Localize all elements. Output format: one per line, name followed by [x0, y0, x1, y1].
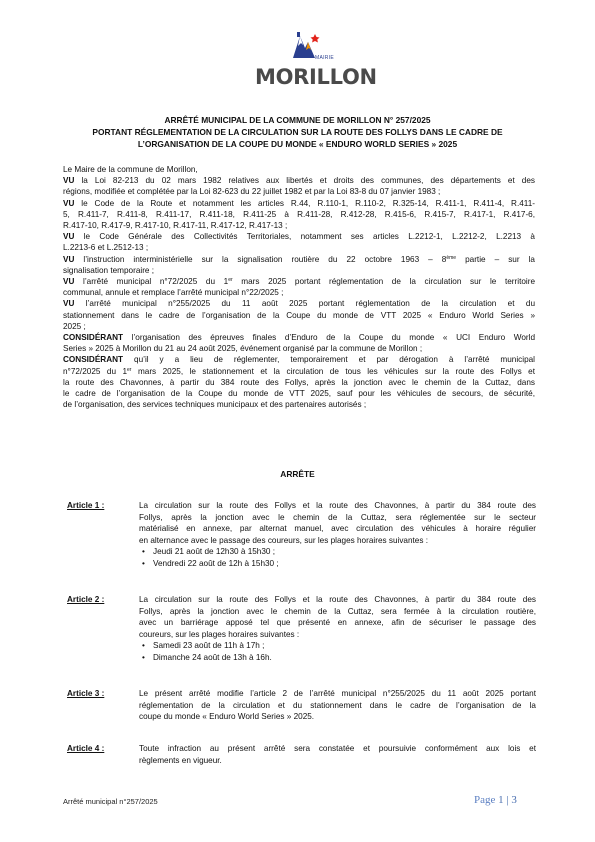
- vu-paragraph: VU la Loi 82-213 du 02 mars 1982 relatives aux libertés et droits des communes, des départements et des: [63, 176, 535, 186]
- vu-label: VU: [63, 232, 75, 242]
- bullet-item: • Dimanche 24 août de 13h à 16h.: [139, 652, 536, 664]
- article-body: Le présent arrêté modifie l’article 2 de l’arrêté municipal n°255/2025 du 11 août 2025 portant réglementation de la circulation et du stationnement dans le cadre de l’organisation de la coupe du monde « Enduro World Series » 2025.: [139, 689, 536, 722]
- vu-paragraph-line: régions, modifiée et complétée par la Loi 82-623 du 22 juillet 1982 et par la Loi 83-8 du 07 janvier 1983 ;: [63, 187, 441, 197]
- article-label: Article 2 :: [67, 595, 105, 604]
- vu-paragraph: VU l’instruction interministérielle sur la signalisation routière du 22 octobre 1963 – 8ème partie – sur la: [63, 254, 535, 264]
- considerant-paragraph: CONSIDÉRANT l’organisation des épreuves finales d’Enduro de la Coupe du monde « UCI Enduro World: [63, 333, 535, 343]
- title-line: PORTANT RÉGLEMENTATION DE LA CIRCULATION SUR LA ROUTE DES FOLLYS DANS LE CADRE DE: [92, 127, 503, 137]
- considerant-paragraph-line: le cadre de l’organisation de la Coupe du monde de VTT 2025, sauf pour les véhicules de secours, de sécurité,: [63, 389, 535, 399]
- bullet-item: • Vendredi 22 août de 12h à 15h30 ;: [139, 558, 536, 570]
- article-body: Toute infraction au présent arrêté sera constatée et poursuivie conformément aux lois et règlements en vigueur.: [139, 744, 536, 765]
- considerant-label: CONSIDÉRANT: [63, 333, 124, 343]
- bullet-item: • Samedi 23 août de 11h à 17h ;: [139, 640, 536, 652]
- morillon-logo: [255, 30, 377, 100]
- footer-reference: Arrêté municipal n°257/2025: [63, 797, 158, 806]
- considerant-paragraph-line: de l’organisation, des services techniques municipaux et des partenaires autorisés ;: [63, 400, 367, 410]
- article-label: Article 3 :: [67, 689, 105, 698]
- article-label: Article 4 :: [67, 744, 105, 753]
- vu-paragraph: VU le Code Générale des Collectivités Territoriales, notamment ses articles L.2212-1, L.2212-2, L.2213 à: [63, 232, 535, 242]
- vu-paragraph-line: 5, R.411-7, R.411-8, R.411-17, R.411-18, R.411-25 à R.411-28, R.412-28, R.415-6, R.415-7, R.417-1, R.417-6,: [63, 209, 535, 219]
- document-title: [70, 114, 525, 150]
- bullet-item: • Jeudi 21 août de 12h30 à 15h30 ;: [139, 546, 536, 558]
- article-body: La circulation sur la route des Follys et la route des Chavonnes, à partir du 384 route des Follys, après la jonction avec le chemin de la Cuttaz, sera fermée à la circulation routière, avec un barriérage apposé tel que présenté en annexe, afin de sécuriser le passage des coureurs, sur les plages horaires suivantes : • Samedi 23 août de 11h à 17h ; • Dimanche 24 août de 13h à 16h.: [139, 594, 536, 664]
- page-number: Page 1 | 3: [474, 794, 517, 806]
- vu-paragraph-line: communal, annule et remplace l’arrêté municipal n°22/2025 ;: [63, 288, 284, 298]
- vu-paragraph: VU le Code de la Route et notamment les articles R.44, R.110-1, R.110-2, R.325-14, R.411-1, R.411-4, R.411-: [63, 198, 535, 208]
- vu-paragraph-line: 2025 ;: [63, 321, 86, 331]
- vu-paragraph-line: stationnement dans le cadre de l’organisation de la Coupe du monde de VTT 2025 « Enduro World Series »: [63, 310, 535, 320]
- mairie-label: MAIRIE: [315, 55, 335, 61]
- considerant-paragraph: CONSIDÉRANT qu’il y a lieu de réglementer, temporairement et par dérogation à l’arrêté municipal: [63, 355, 535, 365]
- logo-wordmark: MORILLON: [255, 65, 377, 89]
- vu-paragraph-line: R.417-10, R.417-9, R.417-10, R.417-11, R.417-12, R.417-13 ;: [63, 221, 288, 231]
- vu-label: VU: [63, 277, 75, 287]
- article-label: Article 1 :: [67, 501, 105, 510]
- considerant-paragraph-line: la route des Chavonnes, à partir du 384 route des Follys, après la jonction avec le chemin de la Cuttaz, dans: [63, 377, 535, 387]
- vu-label: VU: [63, 299, 75, 309]
- vu-paragraph-line: signalisation temporaire ;: [63, 265, 155, 275]
- vu-paragraph: VU l’arrêté municipal n°255/2025 du 11 août 2025 portant réglementation de la circulation et du: [63, 299, 535, 309]
- preamble: [63, 164, 535, 410]
- article-body: La circulation sur la route des Follys et la route des Chavonnes, à partir du 384 route des Follys, après la jonction avec le chemin de la Cuttaz, sera réglementée sur le secteur matérialisé en annexe, par alternat manuel, avec circulation des véhicules à horaire régulier en alternance avec le passage des coureurs, sur les plages horaires suivantes : • Jeudi 21 août de 12h30 à 15h30 ; • Vendredi 22 août de 12h à 15h30 ;: [139, 500, 536, 570]
- preamble-intro: Le Maire de la commune de Morillon,: [63, 165, 198, 174]
- title-line: ARRÊTÉ MUNICIPAL DE LA COMMUNE DE MORILLON N° 257/2025: [164, 115, 431, 125]
- title-line: L’ORGANISATION DE LA COUPE DU MONDE « ENDURO WORLD SERIES » 2025: [137, 139, 458, 149]
- vu-paragraph-line: L.2213-6 et L.2512-13 ;: [63, 243, 149, 253]
- vu-label: VU: [63, 198, 75, 208]
- arrete-heading: ARRÊTE: [280, 469, 315, 479]
- vu-paragraph: VU l’arrêté municipal n°72/2025 du 1er mars 2025 portant réglementation de la circulation sur le territoire: [63, 277, 535, 287]
- vu-label: VU: [63, 176, 75, 186]
- considerant-label: CONSIDÉRANT: [63, 355, 124, 365]
- considerant-paragraph-line: Series » 2025 à Morillon du 21 au 24 août 2025, événement organisé par la commune de Morillon ;: [63, 344, 423, 354]
- considerant-paragraph-line: n°72/2025 du 1er mars 2025, le stationnement et la circulation de tous les véhicules sur la route des Follys et: [63, 366, 535, 376]
- vu-label: VU: [63, 254, 75, 264]
